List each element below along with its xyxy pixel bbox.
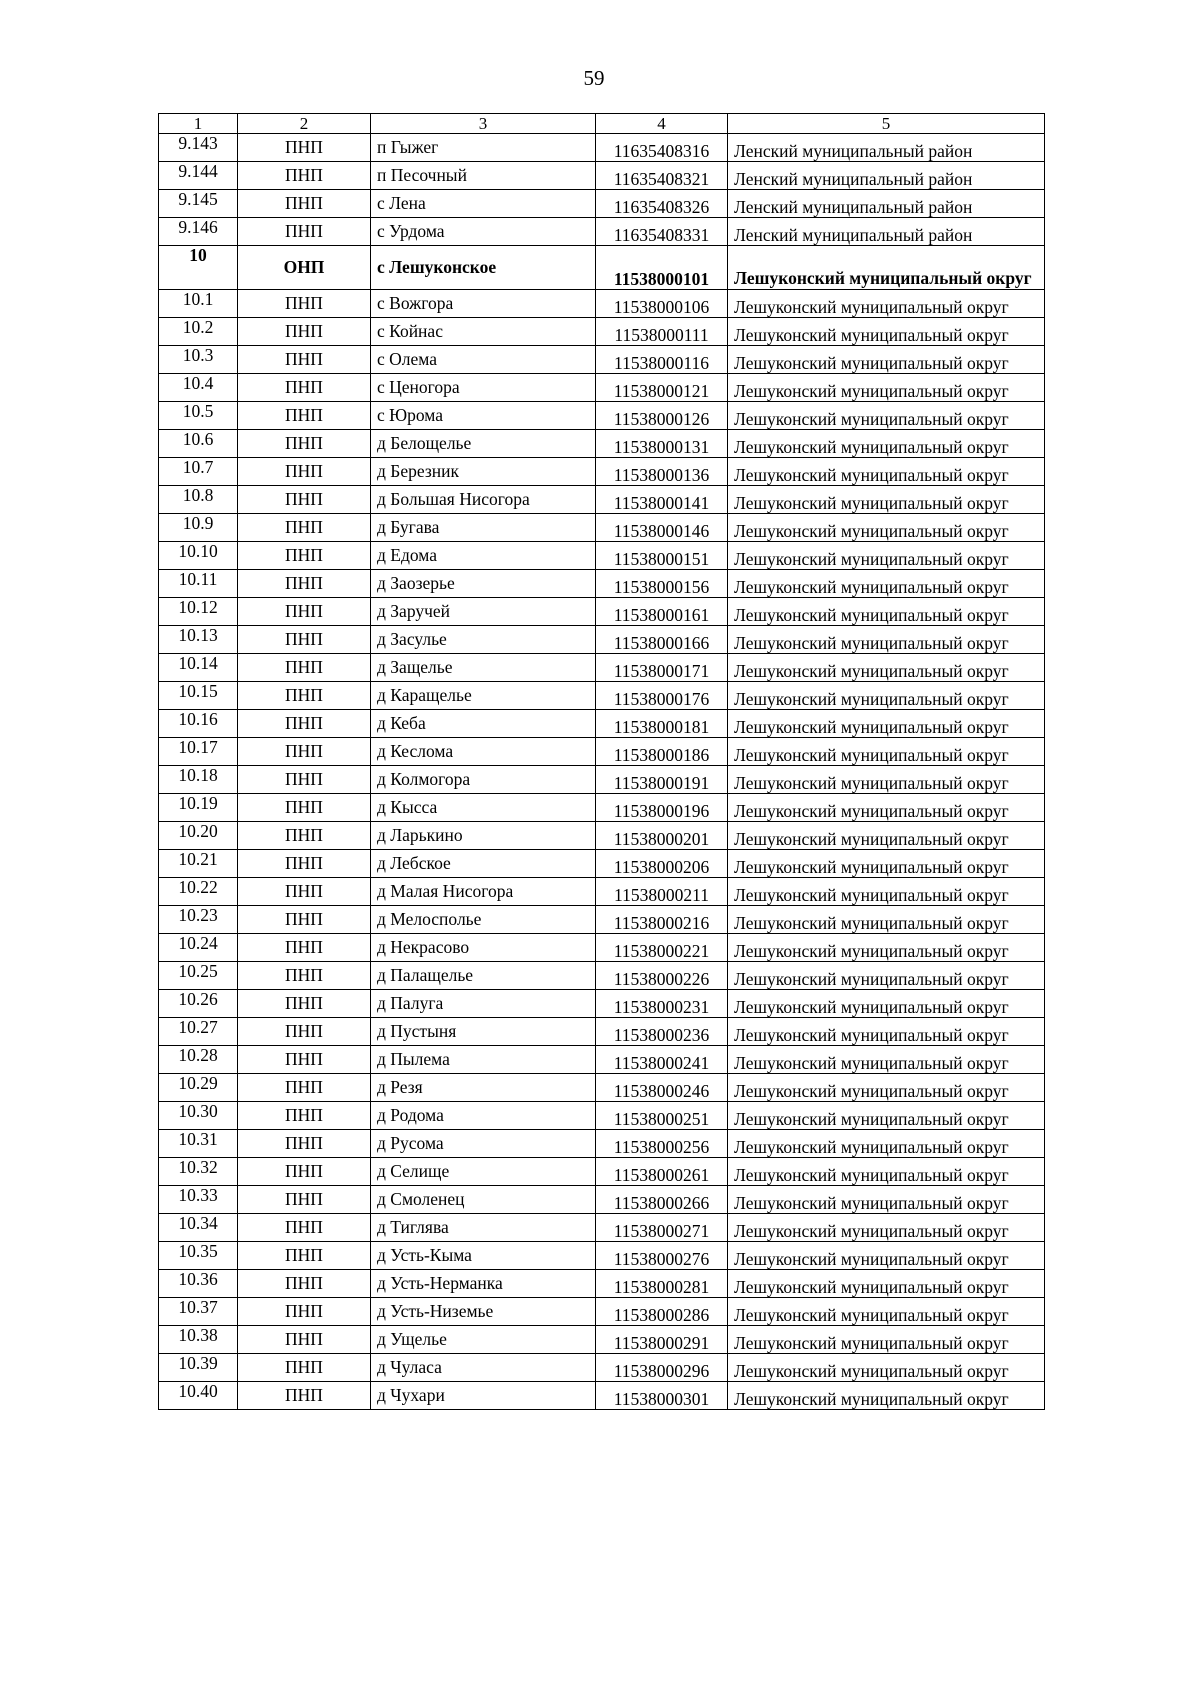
oktmo-code-cell: 11538000131 <box>596 430 728 458</box>
column-header-4: 4 <box>596 114 728 134</box>
oktmo-code-cell: 11538000236 <box>596 1018 728 1046</box>
oktmo-code-cell: 11538000191 <box>596 766 728 794</box>
row-number-cell: 9.144 <box>159 162 238 190</box>
district-cell: Лешуконский муниципальный округ <box>728 766 1045 794</box>
oktmo-code-cell: 11538000126 <box>596 402 728 430</box>
settlement-name-cell: д Родома <box>371 1102 596 1130</box>
table-row <box>159 1242 1045 1270</box>
settlement-type-cell: ПНП <box>238 1018 371 1046</box>
settlement-name-cell: д Некрасово <box>371 934 596 962</box>
settlement-type-cell: ПНП <box>238 878 371 906</box>
row-number-cell: 10.23 <box>159 906 238 934</box>
settlement-type-cell: ПНП <box>238 850 371 878</box>
table-row <box>159 162 1045 190</box>
table-row <box>159 1382 1045 1410</box>
row-number-cell: 10.35 <box>159 1242 238 1270</box>
table-row <box>159 682 1045 710</box>
settlement-type-cell: ПНП <box>238 218 371 246</box>
oktmo-code-cell: 11538000301 <box>596 1382 728 1410</box>
row-number-cell: 10.8 <box>159 486 238 514</box>
row-number-cell: 10.1 <box>159 290 238 318</box>
settlement-type-cell: ПНП <box>238 598 371 626</box>
settlement-type-cell: ПНП <box>238 1046 371 1074</box>
oktmo-code-cell: 11538000266 <box>596 1186 728 1214</box>
table-row <box>159 1074 1045 1102</box>
settlement-type-cell: ПНП <box>238 514 371 542</box>
row-number-cell: 10.17 <box>159 738 238 766</box>
settlement-name-cell: д Усть-Низемье <box>371 1298 596 1326</box>
settlement-name-cell: с Ценогора <box>371 374 596 402</box>
district-cell: Лешуконский муниципальный округ <box>728 598 1045 626</box>
oktmo-code-cell: 11635408331 <box>596 218 728 246</box>
settlement-name-cell: д Заозерье <box>371 570 596 598</box>
oktmo-code-cell: 11538000141 <box>596 486 728 514</box>
district-cell: Лешуконский муниципальный округ <box>728 878 1045 906</box>
oktmo-code-cell: 11538000226 <box>596 962 728 990</box>
row-number-cell: 10.22 <box>159 878 238 906</box>
table-row <box>159 134 1045 162</box>
row-number-cell: 10.20 <box>159 822 238 850</box>
row-number-cell: 10.13 <box>159 626 238 654</box>
district-cell: Лешуконский муниципальный округ <box>728 1326 1045 1354</box>
row-number-cell: 10.38 <box>159 1326 238 1354</box>
settlement-type-cell: ПНП <box>238 190 371 218</box>
row-number-cell: 9.146 <box>159 218 238 246</box>
oktmo-code-cell: 11538000211 <box>596 878 728 906</box>
oktmo-code-cell: 11538000271 <box>596 1214 728 1242</box>
table-row <box>159 1018 1045 1046</box>
settlement-type-cell: ПНП <box>238 934 371 962</box>
table-header-row <box>159 114 1045 134</box>
settlement-type-cell: ПНП <box>238 134 371 162</box>
oktmo-code-cell: 11538000151 <box>596 542 728 570</box>
row-number-cell: 10.5 <box>159 402 238 430</box>
settlement-name-cell: д Колмогора <box>371 766 596 794</box>
settlement-type-cell: ПНП <box>238 1242 371 1270</box>
settlement-name-cell: д Чуласа <box>371 1354 596 1382</box>
settlements-table <box>158 113 1045 1410</box>
settlement-type-cell: ПНП <box>238 1270 371 1298</box>
settlement-type-cell: ПНП <box>238 318 371 346</box>
district-cell: Лешуконский муниципальный округ <box>728 962 1045 990</box>
table-row <box>159 850 1045 878</box>
district-cell: Лешуконский муниципальный округ <box>728 486 1045 514</box>
oktmo-code-cell: 11538000291 <box>596 1326 728 1354</box>
table-row <box>159 1326 1045 1354</box>
table-row <box>159 458 1045 486</box>
oktmo-code-cell: 11538000251 <box>596 1102 728 1130</box>
oktmo-code-cell: 11538000281 <box>596 1270 728 1298</box>
row-number-cell: 10.21 <box>159 850 238 878</box>
table-row <box>159 290 1045 318</box>
district-cell: Лешуконский муниципальный округ <box>728 1214 1045 1242</box>
oktmo-code-cell: 11538000106 <box>596 290 728 318</box>
settlement-name-cell: д Тиглява <box>371 1214 596 1242</box>
oktmo-code-cell: 11538000256 <box>596 1130 728 1158</box>
oktmo-code-cell: 11538000111 <box>596 318 728 346</box>
settlement-name-cell: д Белощелье <box>371 430 596 458</box>
row-number-cell: 10.29 <box>159 1074 238 1102</box>
settlement-name-cell: д Ларькино <box>371 822 596 850</box>
row-number-cell: 10.7 <box>159 458 238 486</box>
column-header-2: 2 <box>238 114 371 134</box>
district-cell: Лешуконский муниципальный округ <box>728 402 1045 430</box>
settlement-type-cell: ПНП <box>238 1382 371 1410</box>
district-cell: Лешуконский муниципальный округ <box>728 1046 1045 1074</box>
oktmo-code-cell: 11635408316 <box>596 134 728 162</box>
table-row <box>159 626 1045 654</box>
table-row <box>159 374 1045 402</box>
settlement-name-cell: д Заручей <box>371 598 596 626</box>
settlement-name-cell: с Юрома <box>371 402 596 430</box>
settlement-type-cell: ОНП <box>238 246 371 290</box>
settlement-name-cell: д Чухари <box>371 1382 596 1410</box>
settlement-name-cell: п Гыжег <box>371 134 596 162</box>
district-cell: Лешуконский муниципальный округ <box>728 710 1045 738</box>
district-cell: Лешуконский муниципальный округ <box>728 430 1045 458</box>
table-row <box>159 218 1045 246</box>
oktmo-code-cell: 11538000121 <box>596 374 728 402</box>
settlement-name-cell: д Усть-Нерманка <box>371 1270 596 1298</box>
settlement-type-cell: ПНП <box>238 430 371 458</box>
oktmo-code-cell: 11538000116 <box>596 346 728 374</box>
table-row <box>159 430 1045 458</box>
district-cell: Лешуконский муниципальный округ <box>728 1018 1045 1046</box>
oktmo-code-cell: 11538000181 <box>596 710 728 738</box>
settlement-type-cell: ПНП <box>238 1214 371 1242</box>
table-row <box>159 1270 1045 1298</box>
table-row <box>159 962 1045 990</box>
table-row <box>159 1186 1045 1214</box>
settlement-name-cell: д Палащелье <box>371 962 596 990</box>
settlement-type-cell: ПНП <box>238 1354 371 1382</box>
settlement-type-cell: ПНП <box>238 1102 371 1130</box>
oktmo-code-cell: 11538000216 <box>596 906 728 934</box>
settlement-name-cell: с Лена <box>371 190 596 218</box>
table-row <box>159 486 1045 514</box>
district-cell: Лешуконский муниципальный округ <box>728 318 1045 346</box>
district-cell: Лешуконский муниципальный округ <box>728 346 1045 374</box>
row-number-cell: 9.143 <box>159 134 238 162</box>
settlement-type-cell: ПНП <box>238 990 371 1018</box>
district-cell: Ленский муниципальный район <box>728 190 1045 218</box>
table-row <box>159 1214 1045 1242</box>
oktmo-code-cell: 11538000196 <box>596 794 728 822</box>
settlement-name-cell: д Палуга <box>371 990 596 1018</box>
row-number-cell: 10.11 <box>159 570 238 598</box>
table-row <box>159 190 1045 218</box>
settlement-type-cell: ПНП <box>238 626 371 654</box>
oktmo-code-cell: 11635408326 <box>596 190 728 218</box>
row-number-cell: 10.26 <box>159 990 238 1018</box>
settlement-type-cell: ПНП <box>238 1130 371 1158</box>
settlement-name-cell: д Смоленец <box>371 1186 596 1214</box>
district-cell: Лешуконский муниципальный округ <box>728 1186 1045 1214</box>
settlement-type-cell: ПНП <box>238 290 371 318</box>
district-cell: Лешуконский муниципальный округ <box>728 626 1045 654</box>
row-number-cell: 10.9 <box>159 514 238 542</box>
row-number-cell: 9.145 <box>159 190 238 218</box>
row-number-cell: 10.32 <box>159 1158 238 1186</box>
settlement-type-cell: ПНП <box>238 1158 371 1186</box>
settlement-type-cell: ПНП <box>238 1326 371 1354</box>
district-cell: Лешуконский муниципальный округ <box>728 458 1045 486</box>
settlement-type-cell: ПНП <box>238 794 371 822</box>
settlement-name-cell: д Большая Нисогора <box>371 486 596 514</box>
table-row <box>159 990 1045 1018</box>
table-row <box>159 570 1045 598</box>
row-number-cell: 10.24 <box>159 934 238 962</box>
row-number-cell: 10.4 <box>159 374 238 402</box>
settlement-type-cell: ПНП <box>238 570 371 598</box>
district-cell: Лешуконский муниципальный округ <box>728 1102 1045 1130</box>
oktmo-code-cell: 11538000231 <box>596 990 728 1018</box>
table-row <box>159 246 1045 290</box>
district-cell: Лешуконский муниципальный округ <box>728 1074 1045 1102</box>
settlement-name-cell: д Каращелье <box>371 682 596 710</box>
table-row <box>159 1354 1045 1382</box>
settlement-type-cell: ПНП <box>238 906 371 934</box>
column-header-3: 3 <box>371 114 596 134</box>
column-header-1: 1 <box>159 114 238 134</box>
district-cell: Лешуконский муниципальный округ <box>728 906 1045 934</box>
row-number-cell: 10.37 <box>159 1298 238 1326</box>
settlement-type-cell: ПНП <box>238 710 371 738</box>
district-cell: Лешуконский муниципальный округ <box>728 1130 1045 1158</box>
district-cell: Лешуконский муниципальный округ <box>728 374 1045 402</box>
settlement-name-cell: д Кеслома <box>371 738 596 766</box>
settlement-name-cell: д Березник <box>371 458 596 486</box>
district-cell: Лешуконский муниципальный округ <box>728 1354 1045 1382</box>
table-row <box>159 934 1045 962</box>
table-row <box>159 346 1045 374</box>
oktmo-code-cell: 11538000101 <box>596 246 728 290</box>
district-cell: Лешуконский муниципальный округ <box>728 1382 1045 1410</box>
table-row <box>159 738 1045 766</box>
district-cell: Лешуконский муниципальный округ <box>728 682 1045 710</box>
table-row <box>159 598 1045 626</box>
table-row <box>159 402 1045 430</box>
settlement-name-cell: д Мелосполье <box>371 906 596 934</box>
row-number-cell: 10.6 <box>159 430 238 458</box>
oktmo-code-cell: 11538000146 <box>596 514 728 542</box>
row-number-cell: 10.28 <box>159 1046 238 1074</box>
oktmo-code-cell: 11538000136 <box>596 458 728 486</box>
settlement-name-cell: с Урдома <box>371 218 596 246</box>
row-number-cell: 10.25 <box>159 962 238 990</box>
settlement-name-cell: д Селище <box>371 1158 596 1186</box>
row-number-cell: 10.14 <box>159 654 238 682</box>
row-number-cell: 10.31 <box>159 1130 238 1158</box>
settlement-name-cell: п Песочный <box>371 162 596 190</box>
settlement-type-cell: ПНП <box>238 346 371 374</box>
row-number-cell: 10.3 <box>159 346 238 374</box>
district-cell: Лешуконский муниципальный округ <box>728 990 1045 1018</box>
table-row <box>159 1158 1045 1186</box>
settlement-type-cell: ПНП <box>238 682 371 710</box>
settlement-name-cell: д Засулье <box>371 626 596 654</box>
oktmo-code-cell: 11538000171 <box>596 654 728 682</box>
settlement-name-cell: д Лебское <box>371 850 596 878</box>
settlement-name-cell: д Усть-Кыма <box>371 1242 596 1270</box>
row-number-cell: 10.12 <box>159 598 238 626</box>
district-cell: Лешуконский муниципальный округ <box>728 1158 1045 1186</box>
district-cell: Лешуконский муниципальный округ <box>728 850 1045 878</box>
settlement-type-cell: ПНП <box>238 738 371 766</box>
district-cell: Ленский муниципальный район <box>728 218 1045 246</box>
table-row <box>159 1046 1045 1074</box>
row-number-cell: 10.2 <box>159 318 238 346</box>
table-row <box>159 766 1045 794</box>
table-row <box>159 906 1045 934</box>
row-number-cell: 10.39 <box>159 1354 238 1382</box>
district-cell: Лешуконский муниципальный округ <box>728 934 1045 962</box>
row-number-cell: 10.34 <box>159 1214 238 1242</box>
oktmo-code-cell: 11538000206 <box>596 850 728 878</box>
row-number-cell: 10.40 <box>159 1382 238 1410</box>
settlement-name-cell: с Вожгора <box>371 290 596 318</box>
table-row <box>159 514 1045 542</box>
settlement-type-cell: ПНП <box>238 1074 371 1102</box>
settlement-type-cell: ПНП <box>238 654 371 682</box>
settlement-name-cell: д Пылема <box>371 1046 596 1074</box>
oktmo-code-cell: 11538000176 <box>596 682 728 710</box>
settlement-name-cell: с Олема <box>371 346 596 374</box>
oktmo-code-cell: 11538000246 <box>596 1074 728 1102</box>
table-row <box>159 1102 1045 1130</box>
oktmo-code-cell: 11538000186 <box>596 738 728 766</box>
table-row <box>159 794 1045 822</box>
district-cell: Лешуконский муниципальный округ <box>728 514 1045 542</box>
row-number-cell: 10 <box>159 246 238 290</box>
settlement-type-cell: ПНП <box>238 766 371 794</box>
district-cell: Лешуконский муниципальный округ <box>728 738 1045 766</box>
settlement-name-cell: с Койнас <box>371 318 596 346</box>
row-number-cell: 10.30 <box>159 1102 238 1130</box>
row-number-cell: 10.19 <box>159 794 238 822</box>
settlement-type-cell: ПНП <box>238 962 371 990</box>
settlement-type-cell: ПНП <box>238 374 371 402</box>
settlement-name-cell: с Лешуконское <box>371 246 596 290</box>
oktmo-code-cell: 11538000286 <box>596 1298 728 1326</box>
district-cell: Ленский муниципальный район <box>728 134 1045 162</box>
settlement-type-cell: ПНП <box>238 458 371 486</box>
settlement-name-cell: д Бугава <box>371 514 596 542</box>
oktmo-code-cell: 11538000296 <box>596 1354 728 1382</box>
table-row <box>159 654 1045 682</box>
settlement-name-cell: д Кысса <box>371 794 596 822</box>
row-number-cell: 10.10 <box>159 542 238 570</box>
settlement-type-cell: ПНП <box>238 1298 371 1326</box>
page-number: 59 <box>583 66 605 90</box>
row-number-cell: 10.33 <box>159 1186 238 1214</box>
table-row <box>159 822 1045 850</box>
settlement-type-cell: ПНП <box>238 486 371 514</box>
settlement-name-cell: д Малая Нисогора <box>371 878 596 906</box>
district-cell: Лешуконский муниципальный округ <box>728 654 1045 682</box>
district-cell: Лешуконский муниципальный округ <box>728 290 1045 318</box>
settlement-name-cell: д Русома <box>371 1130 596 1158</box>
settlement-name-cell: д Защелье <box>371 654 596 682</box>
district-cell: Лешуконский муниципальный округ <box>728 822 1045 850</box>
district-cell: Лешуконский муниципальный округ <box>728 570 1045 598</box>
oktmo-code-cell: 11538000241 <box>596 1046 728 1074</box>
settlement-type-cell: ПНП <box>238 822 371 850</box>
oktmo-code-cell: 11538000276 <box>596 1242 728 1270</box>
oktmo-code-cell: 11538000161 <box>596 598 728 626</box>
settlement-name-cell: д Едома <box>371 542 596 570</box>
oktmo-code-cell: 11538000166 <box>596 626 728 654</box>
table-row <box>159 318 1045 346</box>
district-cell: Ленский муниципальный район <box>728 162 1045 190</box>
row-number-cell: 10.27 <box>159 1018 238 1046</box>
district-cell: Лешуконский муниципальный округ <box>728 1270 1045 1298</box>
table-row <box>159 542 1045 570</box>
oktmo-code-cell: 11538000261 <box>596 1158 728 1186</box>
settlement-type-cell: ПНП <box>238 402 371 430</box>
column-header-5: 5 <box>728 114 1045 134</box>
table-row <box>159 710 1045 738</box>
settlement-type-cell: ПНП <box>238 162 371 190</box>
table-row <box>159 878 1045 906</box>
settlement-name-cell: д Резя <box>371 1074 596 1102</box>
settlement-name-cell: д Ущелье <box>371 1326 596 1354</box>
district-cell: Лешуконский муниципальный округ <box>728 246 1045 290</box>
district-cell: Лешуконский муниципальный округ <box>728 1242 1045 1270</box>
table-row <box>159 1298 1045 1326</box>
oktmo-code-cell: 11538000156 <box>596 570 728 598</box>
row-number-cell: 10.16 <box>159 710 238 738</box>
oktmo-code-cell: 11538000221 <box>596 934 728 962</box>
row-number-cell: 10.15 <box>159 682 238 710</box>
oktmo-code-cell: 11635408321 <box>596 162 728 190</box>
oktmo-code-cell: 11538000201 <box>596 822 728 850</box>
district-cell: Лешуконский муниципальный округ <box>728 542 1045 570</box>
settlement-name-cell: д Пустыня <box>371 1018 596 1046</box>
settlement-name-cell: д Кеба <box>371 710 596 738</box>
row-number-cell: 10.36 <box>159 1270 238 1298</box>
table-body <box>159 114 1045 1410</box>
row-number-cell: 10.18 <box>159 766 238 794</box>
table-row <box>159 1130 1045 1158</box>
settlement-type-cell: ПНП <box>238 1186 371 1214</box>
district-cell: Лешуконский муниципальный округ <box>728 794 1045 822</box>
district-cell: Лешуконский муниципальный округ <box>728 1298 1045 1326</box>
settlement-type-cell: ПНП <box>238 542 371 570</box>
